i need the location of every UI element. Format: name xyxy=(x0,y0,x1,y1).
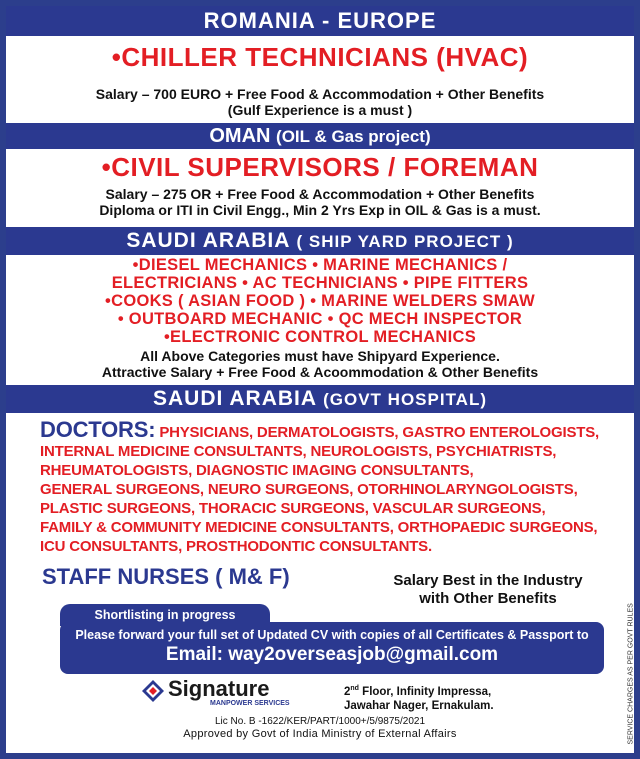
shipyard-jobs-line-1: •DIESEL MECHANICS • MARINE MECHANICS / xyxy=(132,256,508,274)
shipyard-jobs-line-4: • OUTBOARD MECHANIC • QC MECH INSPECTOR xyxy=(117,310,523,328)
forward-cv-instruction: Please forward your full set of Updated CV with copies of all Certificates & Passport to xyxy=(75,628,589,642)
license-number: Lic No. B -1622/KER/PART/1000+/5/9875/2021 xyxy=(214,716,426,727)
doctors-list-6: FAMILY & COMMUNITY MEDICINE CONSULTANTS, ORTHOPAEDIC SURGEONS, xyxy=(40,519,598,536)
doctors-list-1: PHYSICIANS, DERMATOLOGISTS, GASTRO ENTEROLOGISTS, xyxy=(159,424,599,441)
email-contact[interactable]: Email: way2overseasjob@gmail.com xyxy=(165,644,499,665)
romania-header: ROMANIA - EUROPE xyxy=(6,6,634,36)
address-line-1: 2nd Floor, Infinity Impressa, xyxy=(344,685,492,698)
doctors-list-2: INTERNAL MEDICINE CONSULTANTS, NEUROLOGISTS, PSYCHIATRISTS, xyxy=(40,443,557,460)
doctors-label: DOCTORS: xyxy=(40,417,156,442)
saudi-hospital-header xyxy=(6,385,634,413)
staff-nurses: STAFF NURSES ( M& F) xyxy=(42,564,290,589)
salary-line-1: Salary Best in the Industry xyxy=(393,572,583,589)
doctors-section xyxy=(40,417,625,556)
shipyard-jobs-line-5: •ELECTRONIC CONTROL MECHANICS xyxy=(163,328,477,346)
oman-header-sub: (OIL & Gas project) xyxy=(276,127,431,146)
cv-submission-box xyxy=(60,622,604,674)
saudi-shipyard-header xyxy=(6,227,634,255)
romania-salary: Salary – 700 EURO + Free Food & Accommodation + Other Benefits xyxy=(95,86,545,102)
service-charges-note: SERVICE CHARGES AS PER GOVT RULES xyxy=(627,603,635,745)
salary-benefits xyxy=(378,572,598,608)
company-name: Signature xyxy=(168,676,270,701)
romania-job-title: •CHILLER TECHNICIANS (HVAC) xyxy=(111,42,529,72)
oman-salary: Salary – 275 OR + Free Food & Accommodation + Other Benefits xyxy=(105,186,535,202)
doctors-list-5: PLASTIC SURGEONS, THORACIC SURGEONS, VASCULAR SURGEONS, xyxy=(40,500,546,517)
company-tagline: MANPOWER SERVICES xyxy=(210,700,290,707)
romania-requirement: (Gulf Experience is a must ) xyxy=(227,102,413,118)
govt-approval: Approved by Govt of India Ministry of External Affairs xyxy=(183,728,457,740)
company-address xyxy=(344,682,494,713)
shortlisting-badge: Shortlisting in progress xyxy=(60,604,270,626)
shipyard-jobs-line-3: •COOKS ( ASIAN FOOD ) • MARINE WELDERS SMAW xyxy=(105,292,535,310)
doctors-line-1 xyxy=(40,417,625,442)
salary-line-2: with Other Benefits xyxy=(419,590,557,607)
shipyard-experience-note: All Above Categories must have Shipyard Experience. xyxy=(140,348,500,364)
doctors-list-3: RHEUMATOLOGISTS, DIAGNOSTIC IMAGING CONSULTANTS, xyxy=(40,462,474,479)
oman-requirement: Diploma or ITI in Civil Engg., Min 2 Yrs Exp in OIL & Gas is a must. xyxy=(99,202,541,218)
oman-header xyxy=(6,123,634,149)
shipyard-jobs-line-2: ELECTRICIANS • AC TECHNICIANS • PIPE FITTERS xyxy=(111,274,529,292)
doctors-list-4: GENERAL SURGEONS, NEURO SURGEONS, OTORHINOLARYNGOLOGISTS, xyxy=(40,481,578,498)
saudi-hospital-header-sub: (GOVT HOSPITAL) xyxy=(323,390,488,409)
doctors-list-7: ICU CONSULTANTS, PROSTHODONTIC CONSULTANTS. xyxy=(40,538,432,555)
address-line-2: Jawahar Nager, Ernakulam. xyxy=(344,699,494,712)
saudi-shipyard-header-sub: ( SHIP YARD PROJECT ) xyxy=(296,232,514,251)
shipyard-salary-note: Attractive Salary + Free Food & Acoommodation & Other Benefits xyxy=(101,364,539,380)
oman-header-main: OMAN xyxy=(209,125,271,147)
oman-job-title: •CIVIL SUPERVISORS / FOREMAN xyxy=(101,152,539,182)
saudi-shipyard-header-main: SAUDI ARABIA xyxy=(126,229,290,252)
saudi-hospital-header-main: SAUDI ARABIA xyxy=(152,387,317,410)
signature-logo-icon xyxy=(142,680,164,702)
